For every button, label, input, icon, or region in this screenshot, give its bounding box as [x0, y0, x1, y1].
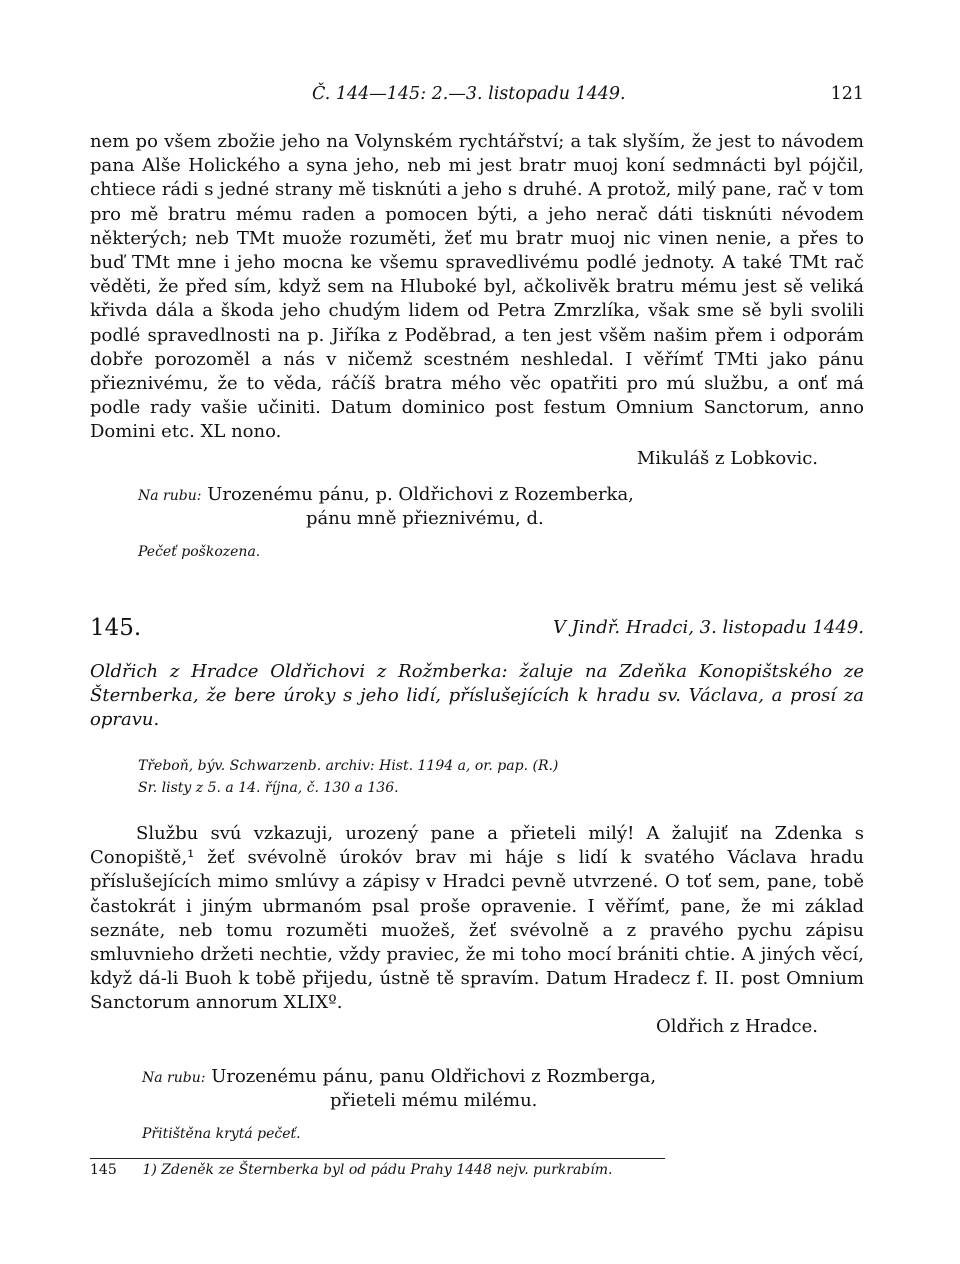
cross-reference: Sr. listy z 5. a 14. října, č. 130 a 136.: [138, 780, 399, 796]
letter-144-text: nem po všem zbožie jeho na Volynském rychtářství; a tak slyším, že jest to návodem pana Alše Holického a syna jeho, neb mi jest bratr muoj koní sedmnácti byl pójčil, chtiece rádi s jedné strany mě tisknúti a jeho s druhé. A protož, milý pane, rač v tom pro mě bratru mému raden a pomocen býti, a jeho nerač dáti tisknúti névodem některých; neb TMt muože rozuměti, žeť mu bratr muoj nic vinen nenie, a přes to buď TMt mne i jeho mocna ke všemu spravedlivému podlé jednoty. A také TMt rač věděti, že před sím, když sem na Hluboké byl, ačkolivěk bratru mému jest sě veliká křivda dála a škoda jeho chudým lidem od Petra Zmrzlíka, však sme sě byli svolili podlé spravedlnosti na p. Jiříka z Poděbrad, a ten jest všěm našim přem i odporám dobře porozoměl a nás v ničemž scestném neshledal. I věřímť TMti jako pánu přieznivému, že to věda, ráčíš bratra mého věc opatřiti pro mú službu, a onť má podle rady vašie učiniti. Datum dominico post festum Omnium Sanctorum, anno Domini etc. XL nono.: [90, 131, 864, 443]
address-line: Urozenému pánu, panu Oldřichovi z Rozmberga,: [211, 1066, 657, 1087]
address-line: Urozenému pánu, p. Oldřichovi z Rozemberka,: [207, 484, 634, 505]
letter-145-signature: Oldřich z Hradce.: [655, 1016, 818, 1037]
page-number: 121: [830, 84, 864, 104]
regest: [90, 660, 864, 733]
letter-144-signature: Mikuláš z Lobkovic.: [636, 448, 818, 469]
footnote-text: 1) Zdeněk ze Šternberka byl od pádu Prahy 1448 nejv. purkrabím.: [142, 1162, 613, 1178]
seal-note: Pečeť poškozena.: [138, 544, 261, 560]
letter-145-body: [90, 822, 864, 1016]
seal-note: Přitištěna krytá pečeť.: [142, 1126, 301, 1142]
archive-source: Třeboň, býv. Schwarzenb. archiv: Hist. 1194 a, or. pap. (R.): [138, 758, 559, 774]
address-line: pánu mně přieznivému, d.: [306, 508, 544, 529]
regest-text: Oldřich z Hradce Oldřichovi z Rožmberka: žaluje na Zdeňka Konopištského ze Šternberka, že bere úroky s jeho lidí, příslušejících k hradu sv. Václava, a prosí za opravu.: [90, 661, 864, 731]
document-number: 145.: [90, 615, 142, 641]
footnote-doc-number: 145: [90, 1162, 117, 1178]
address-label: Na rubu:: [142, 1070, 206, 1086]
address-line: přieteli mému milému.: [330, 1090, 538, 1111]
letter-145-address: [142, 1066, 656, 1087]
address-label: Na rubu:: [138, 488, 202, 504]
place-date: V Jindř. Hradci, 3. listopadu 1449.: [552, 617, 864, 638]
letter-144-body: [90, 130, 864, 445]
footnote-divider: [90, 1158, 665, 1159]
running-title: Č. 144—145: 2.—3. listopadu 1449.: [312, 84, 626, 104]
letter-145-text: Službu svú vzkazuji, urozený pane a přieteli milý! A žalujiť na Zdenka s Conopiště,¹ žeť svévolně úrokóv brav mi háje s lidí k svatého Václava hradu příslušejících mimo smlúvy a zápisy v Hradci pevně utvrzené. O toť sem, pane, tobě častokrát i jiným ubrmanóm psal proše opravenie. I věřímť, pane, že mi základ seznáte, neb tomu rozuměti muožeš, žeť svévolně a z pravého pychu zápisu smluvnieho držeti nechtie, vždy praviec, že mi toho mocí brániti chtie. A jiných věcí, když dá-li Buoh k tobě přijedu, ústně tě spravím. Datum Hradecz f. II. post Omnium Sanctorum annorum XLIXº.: [90, 823, 864, 1014]
page-header: [90, 84, 864, 110]
letter-144-address: [138, 484, 634, 505]
footnote: [90, 1162, 612, 1178]
